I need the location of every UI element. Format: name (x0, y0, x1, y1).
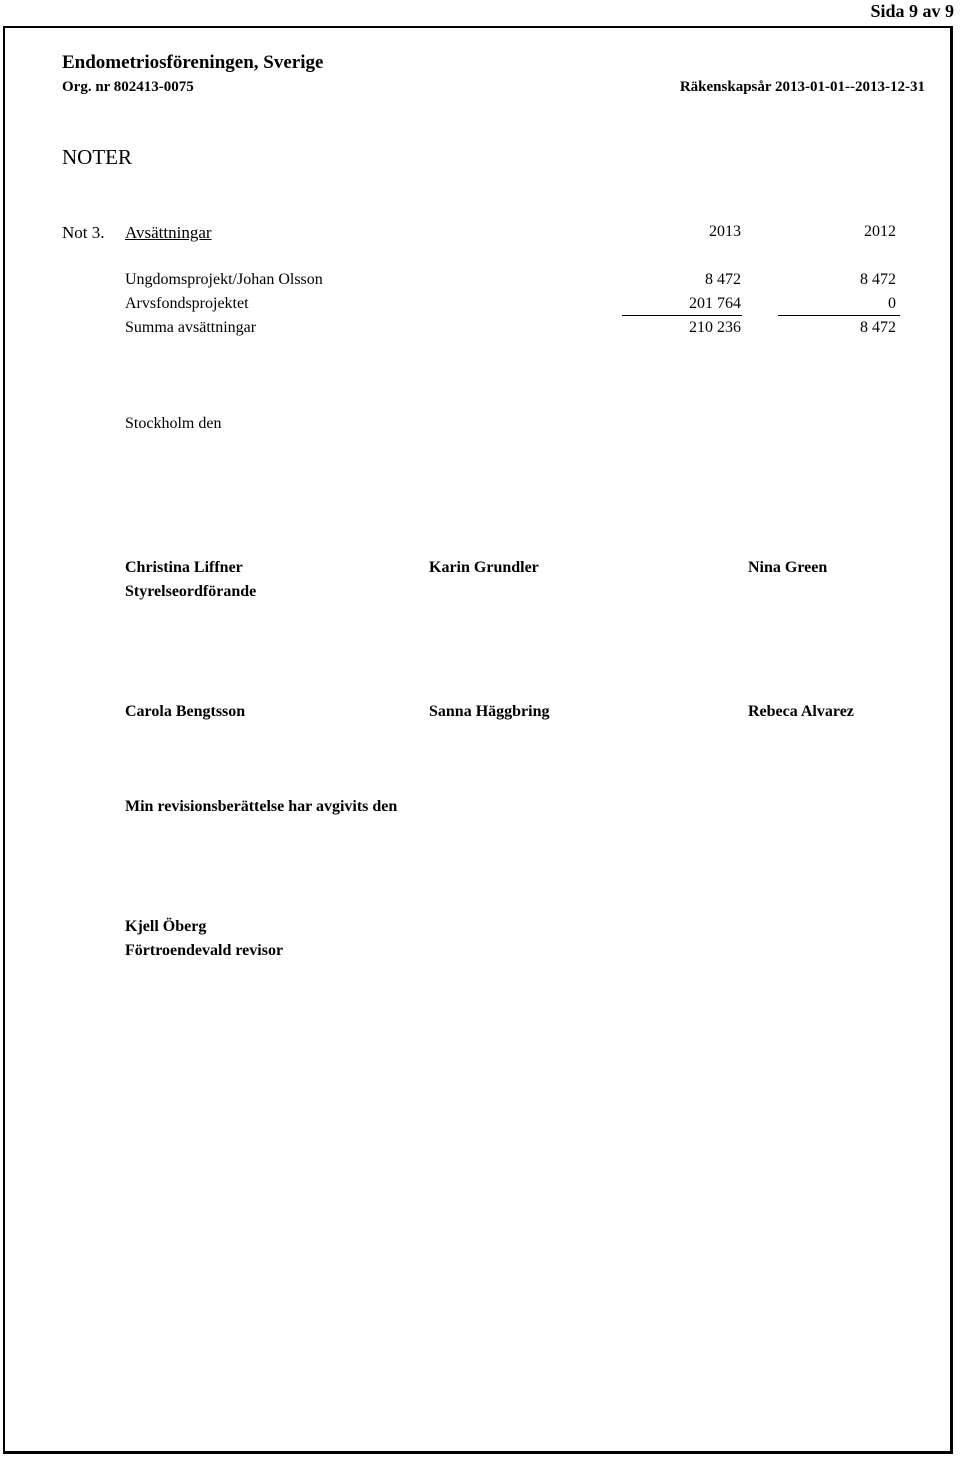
note-number: Not 3. (62, 223, 105, 242)
table-cell: 210 236 (689, 319, 741, 336)
table-cell: 8 472 (705, 271, 741, 288)
table-cell: 8 472 (860, 271, 896, 288)
table-cell: 201 764 (689, 295, 741, 312)
note-title: Avsättningar (125, 223, 212, 242)
sum-rule-2013 (622, 315, 742, 316)
signatory-name: Nina Green (748, 559, 828, 576)
signatory-name: Christina Liffner (125, 559, 243, 576)
signatory-name: Carola Bengtsson (125, 703, 246, 720)
signatory-name: Karin Grundler (429, 559, 539, 576)
sum-rule-2012 (778, 315, 900, 316)
auditor-statement: Min revisionsberättelse har avgivits den (125, 798, 398, 815)
signatory-role: Styrelseordförande (125, 583, 257, 600)
column-header-2012: 2012 (864, 223, 896, 240)
table-cell: 0 (888, 295, 896, 312)
column-header-2013: 2013 (709, 223, 741, 240)
signatory-name: Rebeca Alvarez (748, 703, 854, 720)
organization-name: Endometriosföreningen, Sverige (62, 52, 324, 73)
table-row-label: Arvsfondsprojektet (125, 295, 249, 312)
table-row-label: Summa avsättningar (125, 319, 257, 336)
table-row-label: Ungdomsprojekt/Johan Olsson (125, 271, 323, 288)
section-title: NOTER (62, 145, 132, 169)
place-date-line: Stockholm den (125, 415, 222, 432)
organization-number: Org. nr 802413-0075 (62, 79, 194, 95)
signatory-name: Sanna Häggbring (429, 703, 550, 720)
auditor-name: Kjell Öberg (125, 918, 207, 935)
table-cell: 8 472 (860, 319, 896, 336)
auditor-role: Förtroendevald revisor (125, 942, 284, 959)
fiscal-year: Räkenskapsår 2013-01-01--2013-12-31 (679, 79, 925, 95)
page-number: Sida 9 av 9 (870, 1, 954, 21)
